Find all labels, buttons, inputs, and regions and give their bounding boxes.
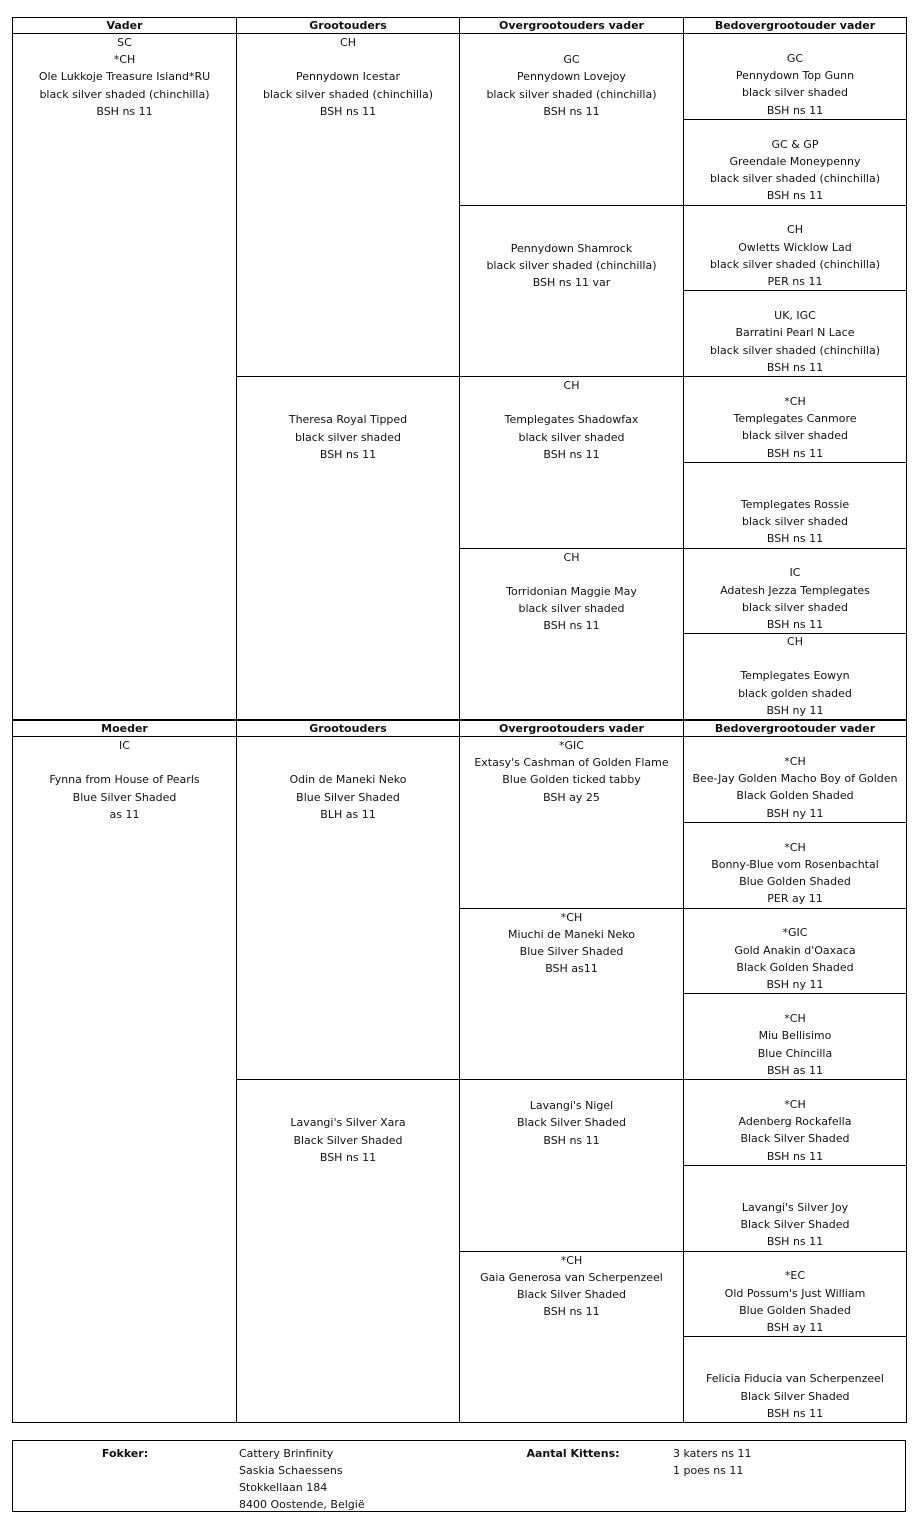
- pedigree-sheet: [12, 17, 906, 1427]
- cell-line: [237, 394, 459, 411]
- cell-line: [237, 51, 459, 68]
- father-great-great-grandparent-cell: [683, 376, 907, 463]
- cell-line: Owletts Wicklow Lad: [738, 240, 852, 254]
- cell-line: Templegates Eowyn: [740, 669, 850, 683]
- cell-text: [684, 564, 906, 633]
- cell-line: Fynna from House of Pearls: [49, 773, 200, 787]
- cell-text: [684, 924, 906, 993]
- cell-line: black golden shaded: [738, 686, 852, 700]
- cell-line: Miuchi de Maneki Neko: [508, 927, 635, 941]
- cell-line: PER ay 11: [767, 892, 823, 906]
- cell-text: [684, 221, 906, 290]
- father-header-3: Overgrootouders vader: [459, 17, 684, 34]
- cell-line: black silver shaded (chinchilla): [709, 343, 881, 357]
- cell-line: black silver shaded: [741, 600, 848, 614]
- cell-line: CH: [787, 223, 803, 237]
- cell-line: *CH: [784, 1097, 806, 1111]
- cell-line: Black Golden Shaded: [736, 960, 854, 974]
- mother-great-great-grandparent-cell: [683, 1165, 907, 1252]
- cell-text: [460, 909, 683, 978]
- cell-line: Theresa Royal Tipped: [288, 413, 408, 427]
- breeder-label: Fokker:: [101, 1447, 149, 1460]
- breeder-line: Cattery Brinfinity: [239, 1447, 334, 1460]
- cell-line: *CH: [560, 910, 583, 924]
- cell-line: BSH ay 25: [543, 790, 600, 804]
- cell-line: *EC: [784, 1269, 806, 1283]
- cell-line: Black Silver Shaded: [516, 1116, 627, 1130]
- breeder-line: Saskia Schaessens: [239, 1464, 343, 1477]
- cell-line: black silver shaded: [741, 515, 848, 529]
- cell-line: Black Silver Shaded: [516, 1287, 627, 1301]
- cell-line: black silver shaded: [518, 602, 625, 616]
- cell-text: [460, 206, 683, 292]
- breeder-line: Stokkellaan 184: [239, 1481, 328, 1494]
- mother-great-great-grandparent-cell: [683, 1079, 907, 1166]
- mother-great-great-grandparent-cell: [683, 908, 907, 995]
- mother-header-2: Grootouders: [236, 720, 460, 737]
- cell-line: BSH ns 11: [543, 1305, 600, 1319]
- mother-grandparent-cell: [236, 736, 460, 1080]
- cell-line: BSH as11: [545, 962, 598, 976]
- father-great-grandparent-cell: [459, 33, 684, 206]
- breeder-info: [239, 1445, 365, 1513]
- cell-line: Blue Silver Shaded: [519, 944, 624, 958]
- cell-line: BLH as 11: [320, 807, 376, 821]
- cell-line: *GIC: [782, 926, 808, 940]
- cell-line: Lavangi's Silver Joy: [741, 1200, 849, 1214]
- cell-line: BSH ny 11: [766, 806, 824, 820]
- cell-text: [684, 479, 906, 548]
- cell-line: Gold Anakin d'Oaxaca: [734, 943, 856, 957]
- cell-line: [237, 754, 459, 771]
- cell-line: black silver shaded: [294, 430, 401, 444]
- cell-line: Templegates Shadowfax: [504, 413, 639, 427]
- cell-line: BSH ny 11: [766, 978, 824, 992]
- cell-text: [237, 1080, 459, 1166]
- cell-line: BSH ay 11: [766, 1321, 824, 1335]
- cell-line: BSH ns 11: [319, 104, 377, 118]
- father-great-great-grandparent-cell: [683, 548, 907, 635]
- cell-line: CH: [340, 36, 356, 49]
- father-great-grandparent-cell: [459, 376, 684, 549]
- cell-line: Gaia Generosa van Scherpenzeel: [480, 1270, 663, 1284]
- cell-text: [460, 377, 683, 463]
- cell-line: BSH ny 11: [766, 703, 824, 717]
- cell-line: *CH: [784, 1012, 806, 1026]
- mother-great-grandparent-cell: [459, 736, 684, 909]
- cell-text: [684, 50, 906, 119]
- cell-line: BSH ns 11: [543, 619, 600, 633]
- cell-line: Miu Bellisimo: [758, 1029, 832, 1043]
- cell-text: [460, 1252, 683, 1321]
- cell-line: IC: [789, 566, 801, 580]
- cell-line: BSH ns 11: [766, 446, 824, 460]
- father-great-grandparent-cell: [459, 205, 684, 378]
- cell-text: [684, 1182, 906, 1251]
- cell-line: Bee-Jay Golden Macho Boy of Golden: [692, 772, 898, 786]
- cell-line: Ole Lukkoje Treasure Island*RU: [38, 70, 211, 84]
- mother-great-grandparent-cell: [459, 1251, 684, 1424]
- cell-line: Torridonian Maggie May: [506, 584, 637, 598]
- cell-line: BSH ns 11: [543, 447, 600, 461]
- cell-text: [13, 34, 236, 120]
- cell-line: [237, 1080, 459, 1097]
- cell-line: BSH ns 11: [319, 447, 377, 461]
- mother-great-grandparent-cell: [459, 908, 684, 1081]
- cell-text: [684, 839, 906, 908]
- cell-line: *CH: [784, 394, 806, 408]
- cell-line: [237, 737, 459, 754]
- cell-text: [684, 633, 906, 719]
- cell-line: black silver shaded (chinchilla): [709, 172, 881, 186]
- father-grandparent-cell: [236, 33, 460, 377]
- cell-line: black silver shaded: [741, 86, 848, 100]
- kittens-info: [673, 1445, 751, 1479]
- cell-line: [460, 206, 683, 223]
- cell-line: BSH ns 11: [766, 103, 824, 117]
- cell-line: Blue Golden Shaded: [739, 875, 851, 889]
- cell-text: [460, 549, 683, 635]
- father-great-grandparent-cell: [459, 548, 684, 721]
- cell-line: [13, 754, 236, 771]
- cell-line: [460, 566, 683, 583]
- cell-text: [237, 737, 459, 823]
- cell-line: Lavangi's Silver Xara: [290, 1116, 406, 1130]
- cell-line: black silver shaded (chinchilla): [262, 87, 434, 101]
- father-header-4: Bedovergrootouder vader: [683, 17, 907, 34]
- cell-line: [460, 394, 683, 411]
- cell-line: [460, 1080, 683, 1097]
- father-header-2: Grootouders: [236, 17, 460, 34]
- cell-line: GC: [786, 51, 804, 65]
- cell-line: IC: [119, 739, 130, 752]
- cell-line: Pennydown Shamrock: [510, 241, 633, 255]
- cell-line: [684, 1353, 906, 1370]
- cell-line: Blue Golden ticked tabby: [502, 773, 641, 787]
- cell-line: black silver shaded (chinchilla): [486, 259, 657, 273]
- cell-line: Pennydown Top Gunn: [735, 69, 855, 83]
- cell-line: Blue Chincilla: [757, 1046, 833, 1060]
- cell-text: [684, 136, 906, 205]
- cell-line: black silver shaded: [741, 429, 848, 443]
- father-great-great-grandparent-cell: [683, 33, 907, 120]
- cell-text: [684, 1010, 906, 1079]
- cell-line: [237, 1097, 459, 1114]
- cell-line: Barratini Pearl N Lace: [735, 326, 855, 340]
- cell-text: [237, 34, 459, 120]
- cell-line: Pennydown Lovejoy: [517, 70, 626, 84]
- father-great-great-grandparent-cell: [683, 462, 907, 549]
- cell-line: Greendale Moneypenny: [729, 154, 861, 168]
- cell-line: BSH ns 11: [543, 104, 600, 118]
- cell-line: [460, 34, 683, 51]
- cell-line: Old Possum's Just William: [724, 1286, 866, 1300]
- breeder-footer: [12, 1440, 906, 1512]
- cell-line: Blue Golden Shaded: [739, 1303, 851, 1317]
- father-great-great-grandparent-cell: [683, 205, 907, 292]
- cell-line: black silver shaded (chinchilla): [709, 257, 881, 271]
- cell-line: Templegates Canmore: [733, 412, 857, 426]
- cell-line: [684, 650, 906, 667]
- kittens-line: 3 katers ns 11: [673, 1447, 752, 1460]
- cell-line: GC & GP: [771, 137, 819, 151]
- cell-text: [460, 737, 683, 806]
- mother-great-grandparent-cell: [459, 1079, 684, 1252]
- mother-great-great-grandparent-cell: [683, 736, 907, 823]
- cell-line: [684, 479, 906, 496]
- cell-line: Pennydown Icestar: [295, 70, 400, 84]
- cell-line: [684, 1182, 906, 1199]
- cell-line: BSH ns 11: [319, 1150, 377, 1164]
- cell-line: Bonny-Blue vom Rosenbachtal: [711, 857, 879, 871]
- cell-line: Felicia Fiducia van Scherpenzeel: [706, 1372, 884, 1386]
- cell-line: PER ns 11: [767, 275, 823, 289]
- cell-line: [460, 223, 683, 240]
- cell-line: GC: [563, 53, 580, 67]
- cell-line: BSH ns 11: [766, 360, 824, 374]
- mother-great-great-grandparent-cell: [683, 822, 907, 909]
- cell-text: [684, 1353, 906, 1422]
- cell-line: BSH ns 11: [766, 618, 824, 632]
- cell-line: black silver shaded (chinchilla): [39, 87, 210, 101]
- cell-line: BSH ns 11: [766, 1235, 824, 1249]
- cell-line: [237, 377, 459, 394]
- cell-text: [684, 393, 906, 462]
- cell-line: BSH ns 11: [96, 104, 153, 118]
- cell-line: BSH ns 11: [766, 532, 824, 546]
- mother-parent-cell: [12, 736, 237, 1423]
- mother-header-4: Bedovergrootouder vader: [683, 720, 907, 737]
- father-great-great-grandparent-cell: [683, 119, 907, 206]
- cell-line: Adenberg Rockafella: [738, 1115, 852, 1129]
- cell-line: *CH: [113, 53, 136, 67]
- cell-line: Blue Silver Shaded: [296, 790, 400, 804]
- cell-line: Blue Silver Shaded: [72, 790, 177, 804]
- father-great-great-grandparent-cell: [683, 633, 907, 720]
- cell-line: CH: [563, 379, 580, 392]
- cell-line: Black Silver Shaded: [740, 1218, 850, 1232]
- cell-line: BSH as 11: [766, 1063, 824, 1077]
- cell-text: [237, 377, 459, 463]
- mother-great-great-grandparent-cell: [683, 1251, 907, 1338]
- cell-line: SC: [117, 36, 132, 49]
- cell-line: Extasy's Cashman of Golden Flame: [474, 756, 669, 770]
- cell-line: *CH: [784, 754, 806, 768]
- cell-line: as 11: [109, 807, 140, 821]
- cell-text: [684, 1096, 906, 1165]
- cell-text: [684, 1267, 906, 1336]
- father-header-1: Vader: [12, 17, 237, 34]
- cell-line: BSH ns 11: [766, 189, 824, 203]
- cell-text: [460, 1080, 683, 1149]
- cell-line: *GIC: [559, 739, 584, 752]
- mother-header-3: Overgrootouders vader: [459, 720, 684, 737]
- mother-grandparent-cell: [236, 1079, 460, 1423]
- cell-line: Templegates Rossie: [740, 497, 850, 511]
- cell-line: Black Golden Shaded: [736, 789, 854, 803]
- cell-text: [460, 34, 683, 120]
- cell-text: [684, 307, 906, 376]
- cell-line: Black Silver Shaded: [293, 1133, 403, 1147]
- cell-text: [13, 737, 236, 823]
- breeder-line: 8400 Oostende, België: [239, 1498, 365, 1511]
- mother-great-great-grandparent-cell: [683, 1336, 907, 1423]
- cell-line: black silver shaded: [518, 430, 625, 444]
- father-grandparent-cell: [236, 376, 460, 720]
- cell-line: Adatesh Jezza Templegates: [720, 583, 870, 597]
- father-parent-cell: [12, 33, 237, 720]
- cell-line: BSH ns 11: [543, 1133, 600, 1147]
- kittens-label: Aantal Kittens:: [526, 1447, 620, 1460]
- cell-line: Odin de Maneki Neko: [289, 773, 407, 787]
- father-great-great-grandparent-cell: [683, 290, 907, 377]
- cell-line: *CH: [560, 1253, 583, 1267]
- cell-text: [684, 753, 906, 822]
- cell-line: BSH ns 11: [766, 1406, 824, 1420]
- mother-header-1: Moeder: [12, 720, 237, 737]
- cell-line: Black Silver Shaded: [740, 1132, 850, 1146]
- cell-line: black silver shaded (chinchilla): [486, 87, 657, 101]
- cell-line: BSH ns 11 var: [532, 276, 611, 290]
- kittens-line: 1 poes ns 11: [673, 1464, 744, 1477]
- cell-line: CH: [787, 634, 803, 648]
- cell-line: CH: [563, 550, 580, 564]
- cell-line: BSH ns 11: [766, 1149, 824, 1163]
- cell-line: Lavangi's Nigel: [529, 1099, 614, 1113]
- mother-great-great-grandparent-cell: [683, 993, 907, 1080]
- cell-line: *CH: [784, 840, 806, 854]
- cell-line: Black Silver Shaded: [740, 1389, 850, 1403]
- cell-line: UK, IGC: [774, 309, 816, 323]
